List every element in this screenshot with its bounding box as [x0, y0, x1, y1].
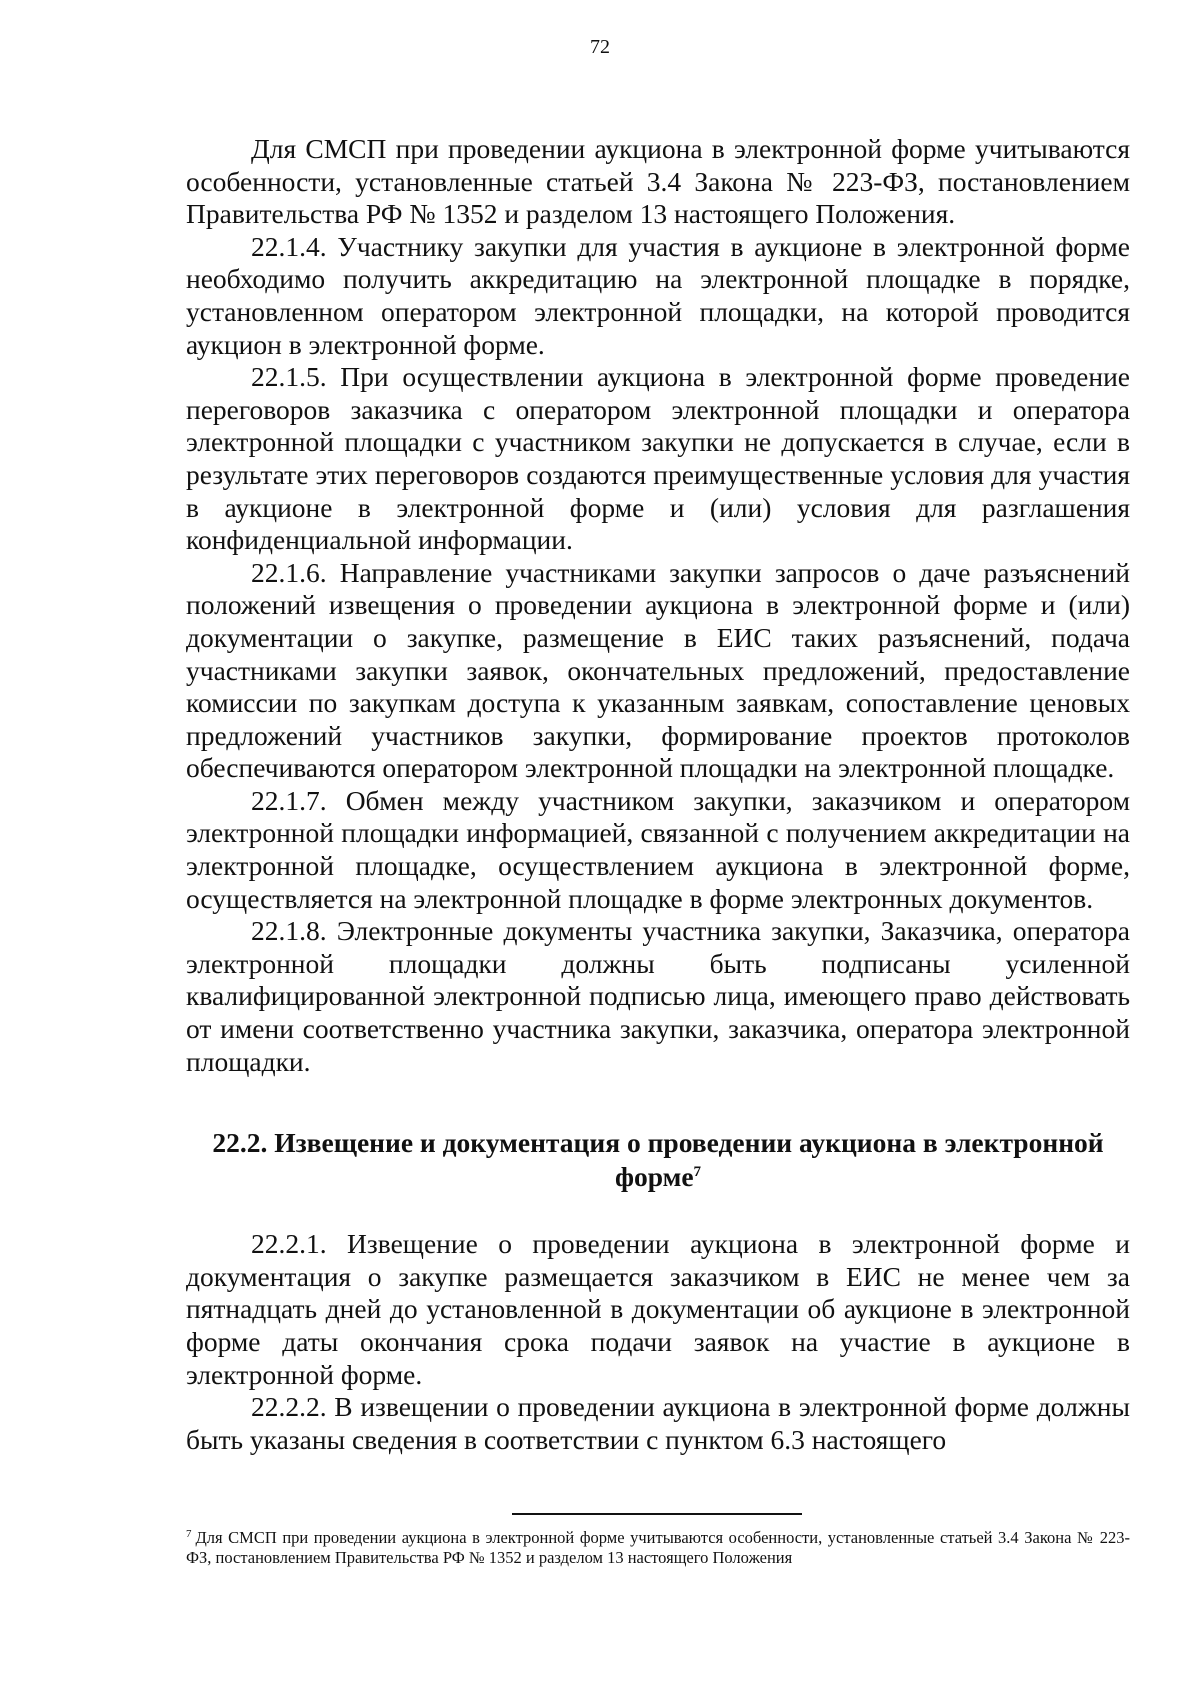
paragraph-smsp-note: Для СМСП при проведении аукциона в электронной форме учитываются особенности, установленные статьей 3.4 Закона № 223-ФЗ, постановлением Правительства РФ № 1352 и разделом 13 настоящего Положения. [186, 133, 1130, 230]
document-body [186, 133, 1130, 1456]
paragraph-22-2-1: 22.2.1. Извещение о проведении аукциона в электронной форме и документация о закупке размещается заказчиком в ЕИС не менее чем за пятнадцать дней до установленной в документации об аукционе в электронной форме даты окончания срока подачи заявок на участие в аукционе в электронной форме. [186, 1228, 1130, 1390]
paragraph-22-1-6: 22.1.6. Направление участниками закупки запросов о даче разъяснений положений извещения о проведении аукциона в электронной форме и (или) документации о закупке, размещение в ЕИС таких разъяснений, подача участниками закупки заявок, окончательных предложений, предоставление комиссии по закупкам доступа к указанным заявкам, сопоставление ценовых предложений участников закупки, формирование проектов протоколов обеспечиваются оператором электронной площадки на электронной площадке. [186, 556, 1130, 784]
paragraph-22-1-7: 22.1.7. Обмен между участником закупки, заказчиком и оператором электронной площадки информацией, связанной с получением аккредитации на электронной площадке, осуществлением аукциона в электронной форме, осуществляется на электронной площадке в форме электронных документов. [186, 784, 1130, 914]
footnote [186, 1528, 1130, 1568]
footnote-reference: 7 [693, 1164, 702, 1181]
footnote-text: Для СМСП при проведении аукциона в электронной форме учитываются особенности, установленные статьей 3.4 Закона № 223-ФЗ, постановлением Правительства РФ № 1352 и разделом 13 настоящего Положения [186, 1528, 1130, 1567]
paragraph-22-1-8: 22.1.8. Электронные документы участника закупки, Заказчика, оператора электронной площадки должны быть подписаны усиленной квалифицированной электронной подписью лица, имеющего право действовать от имени соответственно участника закупки, заказчика, оператора электронной площадки. [186, 915, 1130, 1077]
paragraph-22-1-4: 22.1.4. Участнику закупки для участия в аукционе в электронной форме необходимо получить аккредитацию на электронной площадке в порядке, установленном оператором электронной площадки, на которой проводится аукцион в электронной форме. [186, 230, 1130, 360]
paragraph-22-2-2: 22.2.2. В извещении о проведении аукциона в электронной форме должны быть указаны сведения в соответствии с пунктом 6.3 настоящего [186, 1391, 1130, 1455]
section-heading-text: 22.2. Извещение и документация о проведении аукциона в электронной форме [212, 1127, 1104, 1193]
page-number: 72 [590, 36, 610, 58]
paragraph-22-1-5: 22.1.5. При осуществлении аукциона в электронной форме проведение переговоров заказчика с оператором электронной площадки и оператора электронной площадки с участником закупки не допускается в случае, если в результате этих переговоров создаются преимущественные условия для участия в аукционе в электронной форме и (или) условия для разглашения конфиденциальной информации. [186, 361, 1130, 556]
footnote-separator [512, 1513, 802, 1515]
section-heading [186, 1126, 1130, 1194]
footnote-marker: 7 [186, 1527, 192, 1540]
